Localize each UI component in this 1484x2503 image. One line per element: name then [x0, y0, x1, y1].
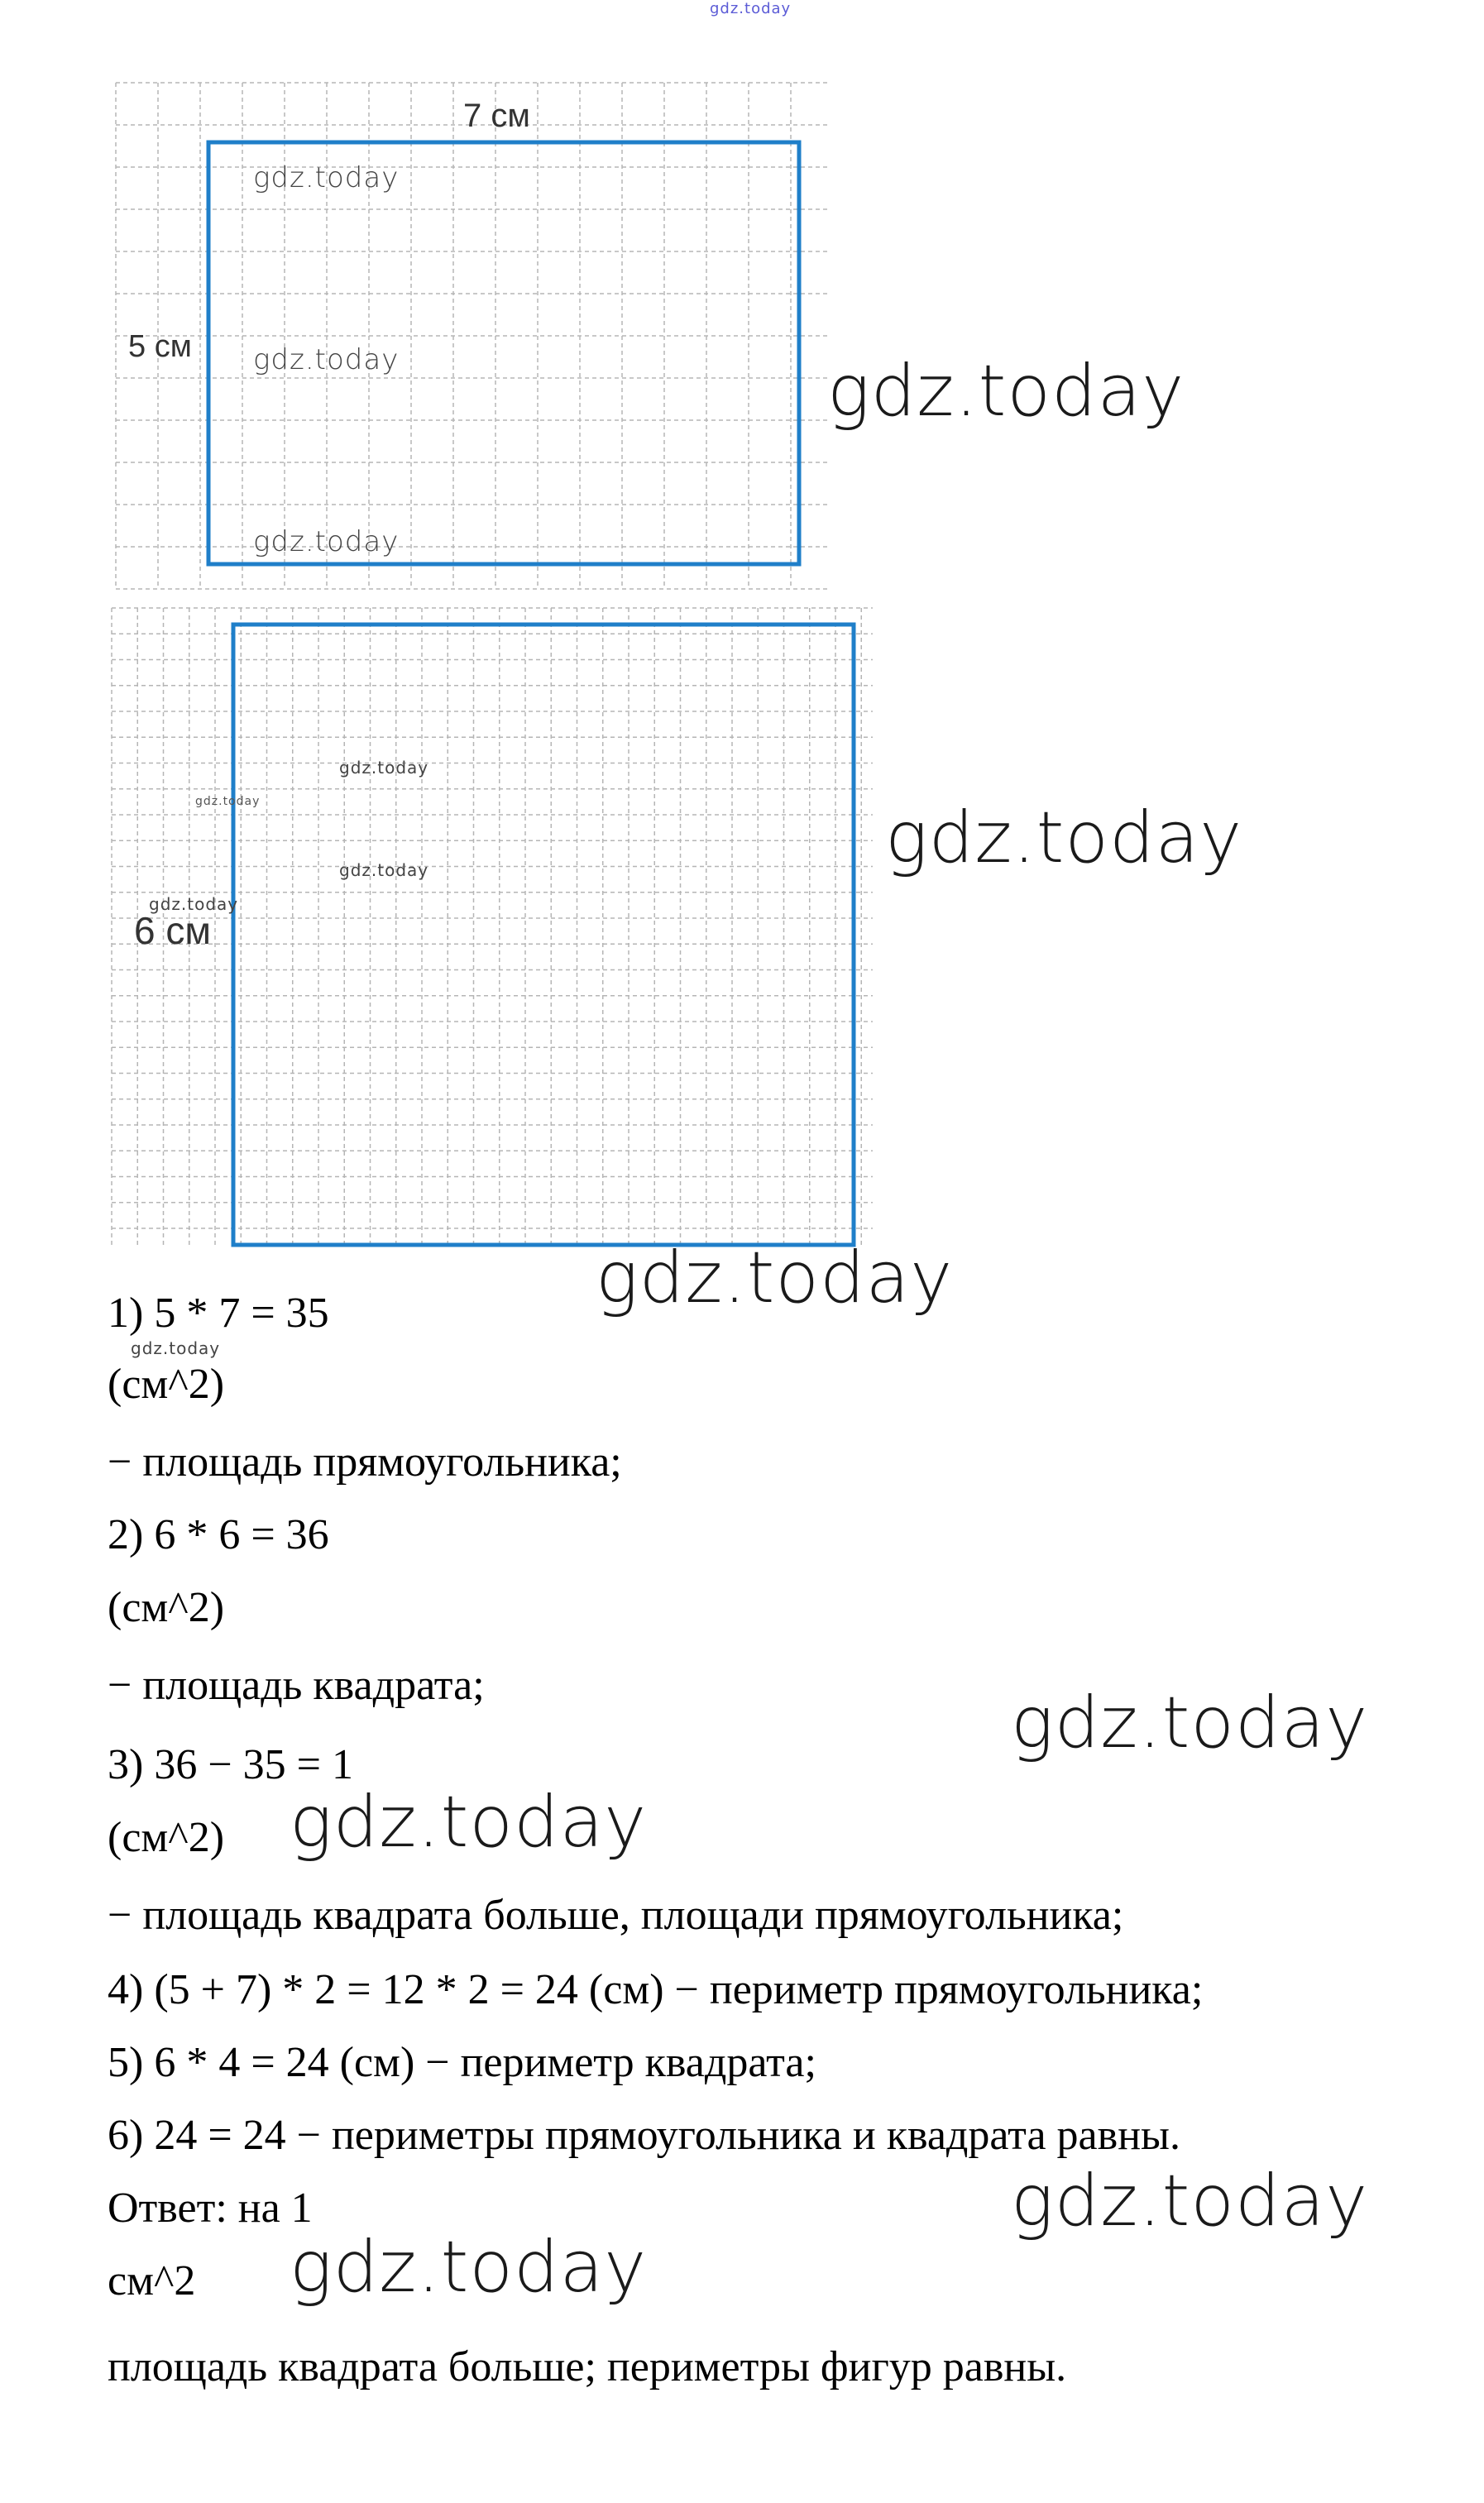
solution-line-8: (см^2) — [108, 1814, 225, 1861]
solution-line-15: площадь квадрата больше; периметры фигур равны. — [108, 2343, 1067, 2391]
watermark-big-6: gdz.today — [1011, 2160, 1369, 2242]
solution-line-2: (см^2) — [108, 1361, 225, 1408]
solution-line-9: − площадь квадрата больше, площади прямоугольника; — [108, 1892, 1124, 1939]
watermark-sq-2: gdz.today — [339, 860, 429, 880]
solution-line-13: Ответ: на 1 — [108, 2185, 313, 2232]
watermark-rect-1: gdz.today — [253, 161, 400, 194]
solution-line-14: см^2 — [108, 2257, 196, 2304]
solution-line-4: 2) 6 * 6 = 36 — [108, 1511, 329, 1558]
watermark-rect-3: gdz.today — [253, 525, 400, 558]
grid-square — [112, 608, 873, 1245]
watermark-top: gdz.today — [710, 0, 792, 17]
square-outline — [233, 625, 854, 1245]
square-figure — [112, 608, 889, 1253]
watermark-sq-1: gdz.today — [339, 758, 429, 778]
solution-line-1: 1) 5 * 7 = 35 — [108, 1290, 329, 1337]
solution-line-6: − площадь квадрата; — [108, 1662, 485, 1709]
solution-line-10: 4) (5 + 7) * 2 = 12 * 2 = 24 (см) − периметр прямоугольника; — [108, 1966, 1204, 2013]
rectangle-width-label: 7 см — [463, 98, 530, 134]
watermark-big-3: gdz.today — [596, 1237, 954, 1319]
watermark-text-1: gdz.today — [131, 1338, 221, 1358]
grid-rectangle — [116, 83, 827, 589]
watermark-big-1: gdz.today — [827, 350, 1185, 433]
rectangle-figure — [116, 83, 852, 596]
solution-line-3: − площадь прямоугольника; — [108, 1438, 622, 1486]
watermark-big-5: gdz.today — [290, 1781, 648, 1864]
solution-line-5: (см^2) — [108, 1584, 225, 1631]
watermark-big-7: gdz.today — [290, 2226, 648, 2309]
watermark-sq-4: gdz.today — [149, 894, 239, 914]
solution-line-12: 6) 24 = 24 − периметры прямоугольника и квадрата равны. — [108, 2112, 1180, 2159]
rectangle-height-label: 5 см — [128, 329, 192, 364]
solution-line-11: 5) 6 * 4 = 24 (см) − периметр квадрата; — [108, 2039, 816, 2086]
watermark-big-4: gdz.today — [1011, 1682, 1369, 1764]
solution-line-7: 3) 36 − 35 = 1 — [108, 1741, 353, 1788]
watermark-rect-2: gdz.today — [253, 343, 400, 376]
square-side-label: 6 см — [134, 909, 211, 952]
watermark-big-2: gdz.today — [885, 797, 1243, 879]
watermark-sq-3: gdz.today — [195, 795, 261, 808]
